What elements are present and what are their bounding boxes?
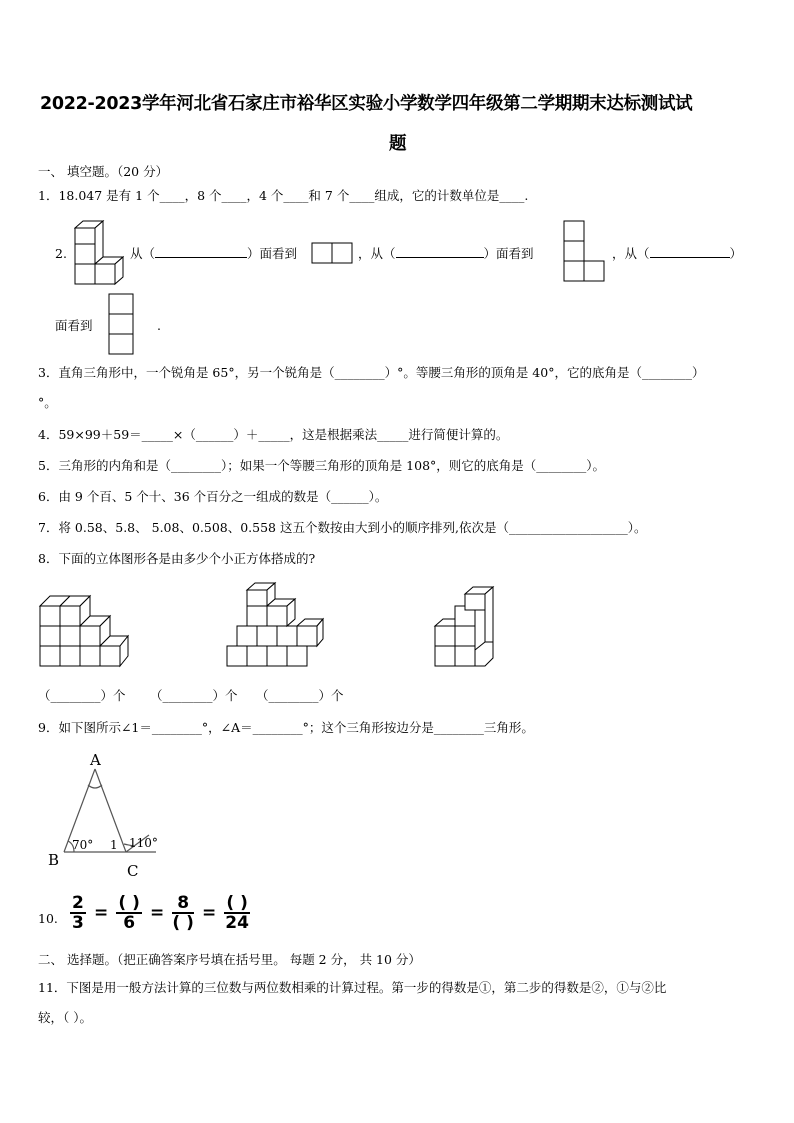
top-view-figure xyxy=(108,293,136,357)
section-heading-fill-blank: 一、 填空题。（20 分） xyxy=(38,164,169,179)
section-heading-choice: 二、 选择题。（把正确答案序号填在括号里。 每题 2 分， 共 10 分） xyxy=(38,952,421,967)
q8-answer-3: （________）个 xyxy=(256,688,344,703)
q8-answer-1: （________）个 xyxy=(38,688,126,703)
q2-from-3: ，从（ ） xyxy=(612,246,743,261)
side-view-figure xyxy=(563,220,607,284)
question-11: 11．下图是用一般方法计算的三位数与两位数相乘的计算过程。第一步的得数是①，第二步的得数是②，①与②比 xyxy=(38,980,667,995)
cube-stack-figure-2 xyxy=(225,580,325,672)
cube-stack-figure-3 xyxy=(433,586,503,672)
question-7: 7．将 0.58、5.8、 5.08、0.508、0.558 这五个数按由大到小的顺序排列,依次是（___________________）。 xyxy=(38,520,647,535)
question-11-cont: 较，（ ）。 xyxy=(38,1010,92,1025)
page-title-cont: 题 xyxy=(389,134,407,154)
q2-from-1: 从（ ）面看到 xyxy=(130,246,298,261)
question-8: 8．下面的立体图形各是由多少个小正方体搭成的? xyxy=(38,551,316,566)
fraction-1: $\frac{2}{3}$ xyxy=(72,893,84,933)
question-6: 6．由 9 个百、5 个十、36 个百分之一组成的数是（______）。 xyxy=(38,489,388,504)
fraction-3: $\frac{8}{( )}$ xyxy=(172,893,194,933)
vertex-a-label: A xyxy=(90,751,101,769)
angle-1-label: 1 xyxy=(110,838,118,852)
triangle-diagram xyxy=(44,745,174,880)
q8-answer-2: （________）个 xyxy=(150,688,238,703)
cube-stack-figure-1 xyxy=(38,586,130,672)
question-3: 3．直角三角形中，一个锐角是 65°，另一个锐角是（________）°。等腰三角形的顶角是 40°，它的底角是（________） xyxy=(38,365,705,380)
stacked-cubes-figure xyxy=(74,220,124,288)
page-title: 2022-2023学年河北省石家庄市裕华区实验小学数学四年级第二学期期末达标测试试 xyxy=(40,94,693,114)
q2-from-2: ，从（ ）面看到 xyxy=(358,246,534,261)
question-1: 1．18.047 是有 1 个____，8 个____，4 个____和 7 个____组成，它的计数单位是____. xyxy=(38,188,529,203)
question-4: 4．59×99＋59＝_____×（______）＋_____，这是根据乘法_____进行简便计算的。 xyxy=(38,427,509,442)
question-10-number: 10. xyxy=(38,911,58,926)
exterior-angle-label: 110° xyxy=(129,836,158,850)
question-5: 5．三角形的内角和是（________）；如果一个等腰三角形的顶角是 108°，则它的底角是（________）。 xyxy=(38,458,606,473)
fraction-4: $\frac{( )}{24}$ xyxy=(225,893,249,933)
q2-dot: . xyxy=(157,318,161,333)
fraction-2: $\frac{( )}{6}$ xyxy=(118,893,140,933)
q2-tail: 面看到 xyxy=(55,318,93,333)
vertex-c-label: C xyxy=(127,862,139,880)
vertex-b-label: B xyxy=(48,851,60,869)
front-view-figure xyxy=(311,242,353,264)
question-3-cont: °。 xyxy=(38,395,57,410)
question-9: 9．如下图所示∠1＝________°，∠A＝________°；这个三角形按边分是________三角形。 xyxy=(38,720,534,735)
angle-b-label: 70° xyxy=(72,838,94,852)
fraction-equation: $\frac{2}{3}$ = $\frac{( )}{6}$ = $\frac{8}{( )}$ = $\frac{( )}{24}$ xyxy=(72,893,249,933)
question-2-number: 2. xyxy=(55,246,67,261)
